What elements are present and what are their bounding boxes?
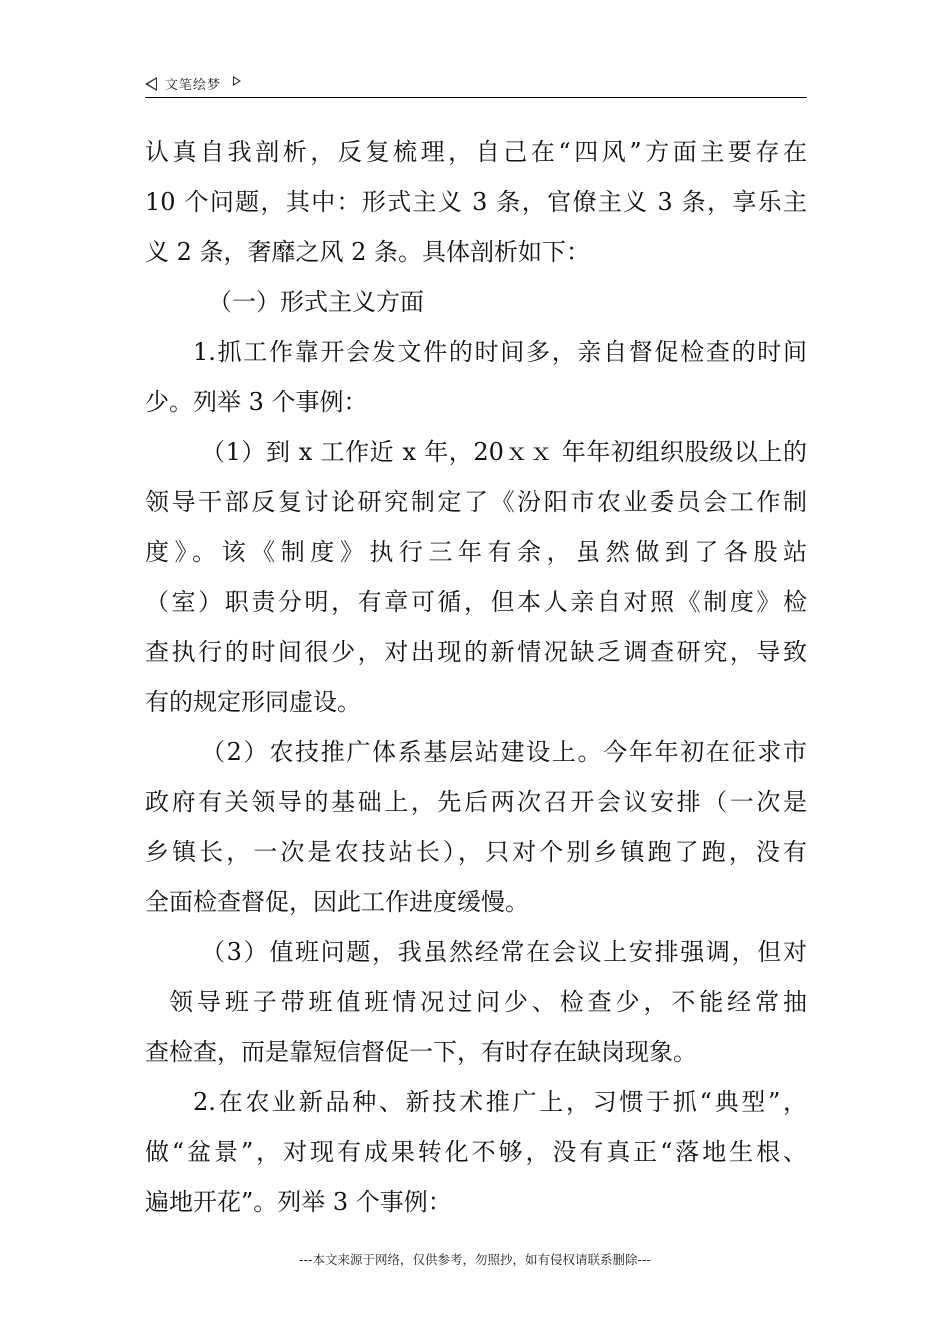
body-line: 全面检查督促，因此工作进度缓慢。 (145, 888, 529, 916)
body-line: 查执行的时间很少，对出现的新情况缺乏调查研究，导致 (145, 638, 807, 666)
body-line: 10 个问题，其中：形式主义 3 条，官僚主义 3 条，享乐主 (145, 188, 807, 216)
body-line: 做“盆景”，对现有成果转化不够，没有真正“落地生根、 (145, 1138, 807, 1166)
body-line: 有的规定形同虚设。 (145, 688, 361, 716)
body-line: 遍地开花”。列举 3 个事例： (145, 1188, 452, 1216)
header-brand: 文笔绘梦 (165, 78, 222, 93)
page-footer: ---本文来源于网络，仅供参考，勿照抄，如有侵权请联系删除--- (298, 1252, 652, 1267)
body-line: 度》。该《制度》执行三年有余，虽然做到了各股站 (145, 538, 807, 566)
body-line: 领导班子带班值班情况过问少、检查少，不能经常抽 (169, 988, 807, 1016)
body-line: （3）值班问题，我虽然经常在会议上安排强调，但对 (201, 938, 807, 966)
body-line: （1）到 x 工作近 x 年，20ｘｘ 年年初组织股级以上的 (201, 438, 807, 466)
body-line: 少。列举 3 个事例： (145, 388, 368, 416)
body-line: （室）职责分明，有章可循，但本人亲自对照《制度》检 (145, 588, 807, 616)
page-header (145, 74, 805, 96)
body-line: 查检查，而是靠短信督促一下，有时存在缺岗现象。 (145, 1038, 697, 1066)
body-line: 乡镇长，一次是农技站长），只对个别乡镇跑了跑，没有 (145, 838, 807, 866)
body-line: 2.在农业新品种、新技术推广上，习惯于抓“典型”， (193, 1088, 807, 1116)
document-body (145, 127, 807, 1227)
body-line: 1.抓工作靠开会发文件的时间多，亲自督促检查的时间 (193, 338, 807, 366)
body-line: 认真自我剖析，反复梳理，自己在“四风”方面主要存在 (145, 138, 807, 166)
triangle-left-icon (145, 77, 157, 91)
triangle-right-icon (233, 76, 241, 86)
body-line: 义 2 条，奢靡之风 2 条。具体剖析如下： (145, 238, 591, 266)
body-line: 政府有关领导的基础上，先后两次召开会议安排（一次是 (145, 788, 807, 816)
header-rule (145, 97, 807, 98)
body-line: （2）农技推广体系基层站建设上。今年年初在征求市 (201, 738, 807, 766)
section-heading: （一）形式主义方面 (208, 288, 424, 316)
body-line: 领导干部反复讨论研究制定了《汾阳市农业委员会工作制 (145, 488, 807, 516)
